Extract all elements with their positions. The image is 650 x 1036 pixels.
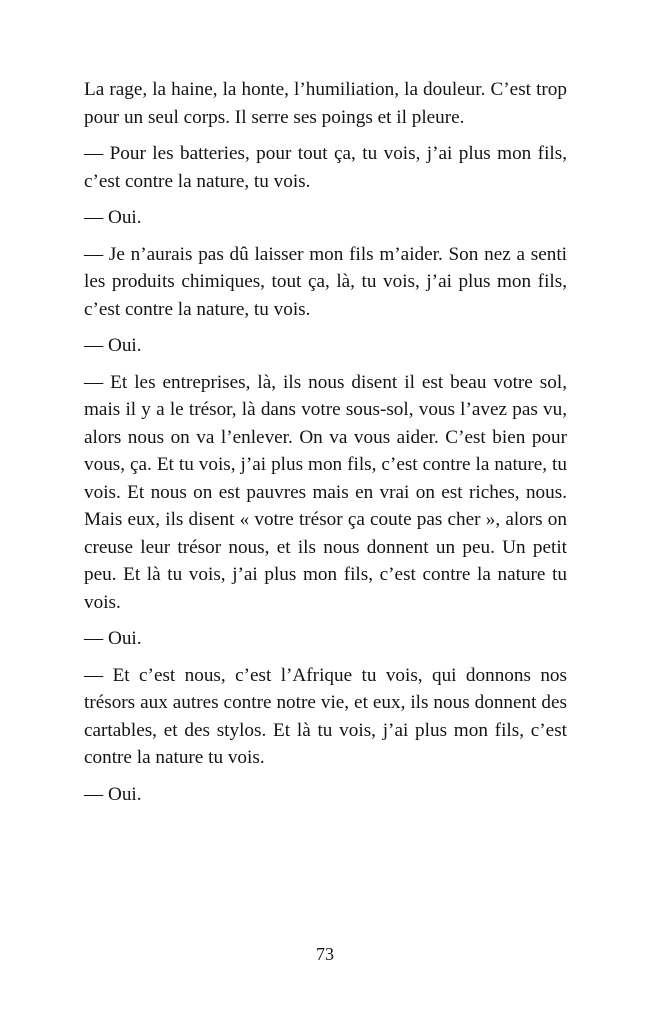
- paragraph-dialogue-reply: — Oui.: [84, 335, 142, 356]
- paragraph-dialogue: — Et c’est nous, c’est l’Afrique tu vois, qui donnons nos trésors aux autres contre notre vie, et eux, ils nous donnent des cartables, et des stylos. Et là tu vois, j’ai plus mon fils, c’est contre la nature tu vois.: [84, 664, 567, 768]
- paragraph-dialogue: — Je n’aurais pas dû laisser mon fils m’aider. Son nez a senti les produits chimiques, tout ça, là, tu vois, j’ai plus mon fils, c’est contre la nature, tu vois.: [84, 243, 567, 320]
- page-number: 73: [316, 944, 334, 964]
- paragraph-dialogue-reply: — Oui.: [84, 628, 142, 649]
- paragraph-dialogue-reply: — Oui.: [84, 207, 142, 228]
- page-body: [84, 76, 567, 817]
- paragraph-dialogue-reply: — Oui.: [84, 783, 142, 805]
- paragraph-dialogue: — Et les entreprises, là, ils nous disent il est beau votre sol, mais il y a le trésor, là dans votre sous-sol, vous l’avez pas vu, alors nous on va l’enlever. On va vous aider. C’est bien pour vous, ça. Et tu vois, j’ai plus mon fils, c’est contre la nature, tu vois. Et nous on est pauvres mais en vrai on est riches, nous. Mais eux, ils disent « votre trésor ça coute pas cher », alors on creuse leur trésor nous, et ils nous donnent un peu. Un petit peu. Et là tu vois, j’ai plus mon fils, c’est contre la nature tu vois.: [84, 371, 567, 613]
- paragraph-dialogue: — Pour les batteries, pour tout ça, tu vois, j’ai plus mon fils, c’est contre la nature, tu vois.: [84, 143, 567, 192]
- paragraph-narration: La rage, la haine, la honte, l’humiliation, la douleur. C’est trop pour un seul corps. Il serre ses poings et il pleure.: [84, 79, 567, 128]
